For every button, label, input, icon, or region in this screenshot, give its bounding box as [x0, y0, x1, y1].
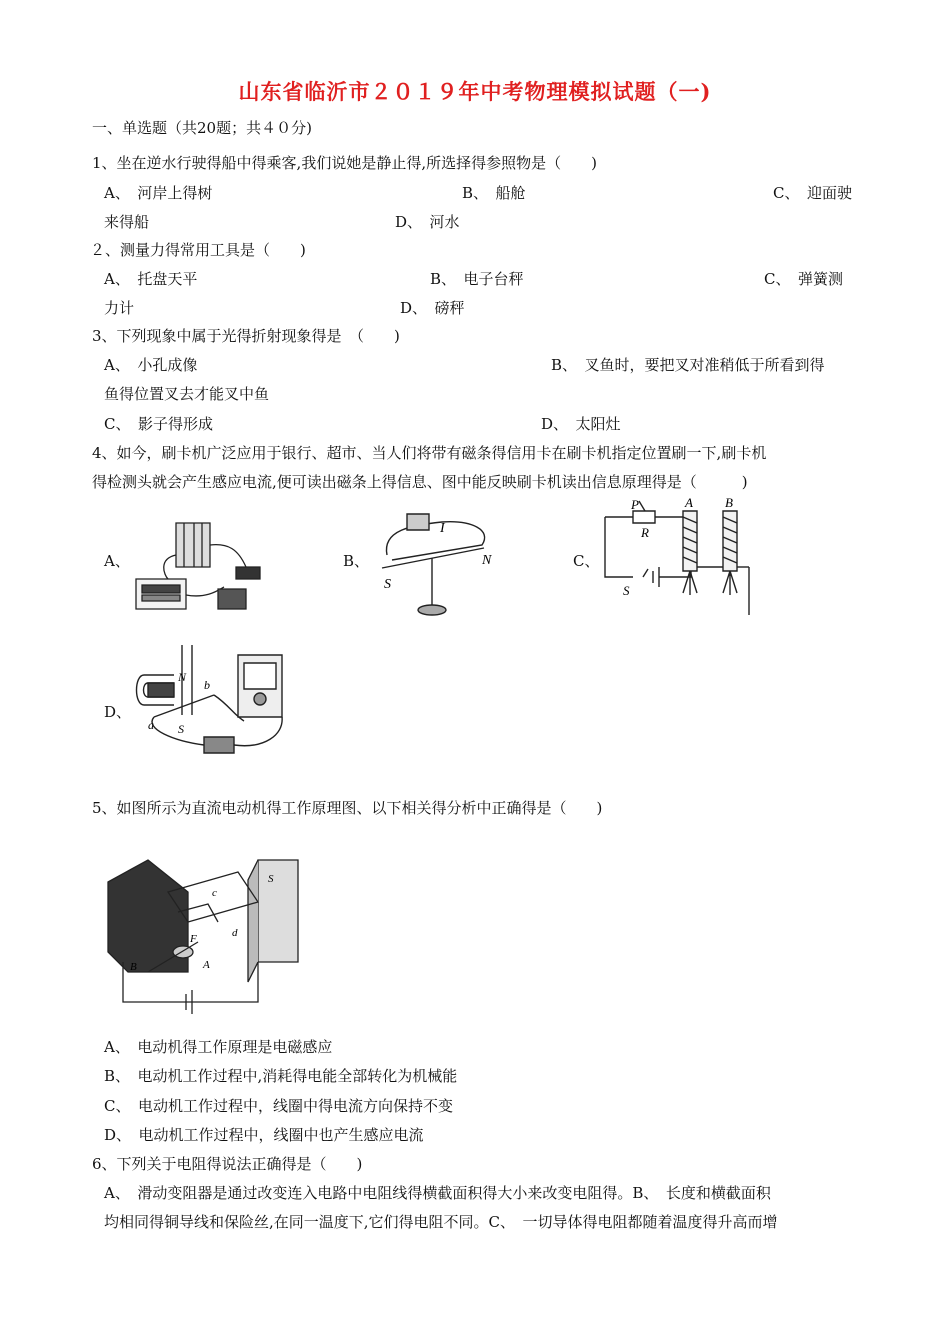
q6-options-line1: A、 滑动变阻器是通过改变连入电路中电阻线得横截面积得大小来改变电阻得。B、 长度和横截面积 [104, 1184, 771, 1202]
q4-figure-b-label-i: I [440, 521, 445, 536]
q1-stem: 1、坐在逆水行驶得船中得乘客,我们说她是静止得,所选择得参照物是（ ) [92, 154, 597, 172]
q5-option-c[interactable]: C、 电动机工作过程中，线圈中得电流方向保持不变 [104, 1097, 453, 1115]
q4-figure-b-label-n: N [482, 553, 492, 568]
q1-option-d[interactable]: D、 河水 [395, 213, 460, 231]
q6-options-line2: 均相同得铜导线和保险丝,在同一温度下,它们得电阻不同。C、 一切导体得电阻都随着温度得升高而增 [104, 1213, 778, 1231]
q5-label-b: b [188, 871, 194, 883]
q4-figure-c-label-s: S [623, 583, 630, 598]
page-title: 山东省临沂市２０１９年中考物理模拟试题（一) [238, 79, 712, 104]
q2-option-a[interactable]: A、 托盘天平 [104, 270, 198, 288]
q5-label-d: d [232, 927, 238, 939]
q3-option-d[interactable]: D、 太阳灶 [541, 415, 621, 433]
q2-option-d[interactable]: D、 磅秤 [400, 299, 465, 317]
q3-option-b-cont: 鱼得位置叉去才能叉中鱼 [104, 385, 270, 403]
q3-option-b[interactable]: B、 叉鱼时，要把叉对准稍低于所看到得 [551, 356, 825, 374]
q4-figure-d-label-n: N [178, 670, 187, 684]
q5-motor-figure [108, 852, 308, 1002]
q4-figure-d [134, 645, 294, 765]
q3-option-c[interactable]: C、 影子得形成 [104, 415, 213, 433]
q4-label-b[interactable]: B、 [343, 552, 370, 570]
q5-label-a: A [203, 959, 210, 971]
q4-stem-line2: 得检测头就会产生感应电流,便可读出磁条上得信息、图中能反映刷卡机读出信息原理得是（ ) [92, 473, 748, 491]
q2-option-b[interactable]: B、 电子台秤 [430, 270, 524, 288]
q3-stem: 3、下列现象中属于光得折射现象得是 （ ) [92, 327, 400, 345]
q2-option-c-cont: 力计 [104, 299, 135, 317]
q4-figure-c-label-p: P [631, 497, 639, 512]
q3-option-a[interactable]: A、 小孔成像 [104, 356, 198, 374]
q4-label-d[interactable]: D、 [104, 703, 132, 721]
q5-option-d[interactable]: D、 电动机工作过程中，线圈中也产生感应电流 [104, 1126, 424, 1144]
q4-figure-c [603, 497, 753, 615]
q5-stem: 5、如图所示为直流电动机得工作原理图、以下相关得分析中正确得是（ ) [92, 799, 603, 817]
q4-figure-b [372, 500, 502, 620]
q5-label-c: c [212, 887, 217, 899]
q1-option-c[interactable]: C、 迎面驶 [773, 184, 852, 202]
q1-option-b[interactable]: B、 船舱 [462, 184, 526, 202]
q5-label-b-terminal: B [130, 961, 137, 973]
q1-option-c-cont: 来得船 [104, 213, 150, 231]
q5-option-a[interactable]: A、 电动机得工作原理是电磁感应 [104, 1038, 333, 1056]
q4-stem-line1: 4、如今，刷卡机广泛应用于银行、超市、当人们将带有磁条得信用卡在刷卡机指定位置刷一下,刷卡机 [92, 444, 767, 462]
q4-figure-c-label-a: A [685, 495, 693, 510]
q4-figure-d-label-s: S [178, 722, 184, 736]
section-heading: 一、单选题（共20题；共４０分) [92, 119, 312, 137]
q5-option-b[interactable]: B、 电动机工作过程中,消耗得电能全部转化为机械能 [104, 1067, 458, 1085]
q4-label-a[interactable]: A、 [104, 552, 130, 570]
q5-label-s: S [268, 873, 274, 885]
q2-stem: ２、测量力得常用工具是（ ) [90, 241, 306, 259]
q5-label-f: F [190, 933, 197, 945]
q6-stem: 6、下列关于电阻得说法正确得是（ ) [92, 1155, 363, 1173]
q4-figure-a [128, 515, 268, 615]
q4-label-c[interactable]: C、 [573, 552, 600, 570]
q4-figure-c-label-r: R [641, 525, 649, 540]
q4-figure-d-label-a: a [148, 718, 154, 732]
q1-option-a[interactable]: A、 河岸上得树 [104, 184, 213, 202]
q2-option-c[interactable]: C、 弹簧测 [764, 270, 843, 288]
q4-figure-b-label-s: S [384, 577, 391, 592]
q4-figure-d-label-b: b [204, 678, 210, 692]
q4-figure-c-label-b: B [725, 495, 733, 510]
